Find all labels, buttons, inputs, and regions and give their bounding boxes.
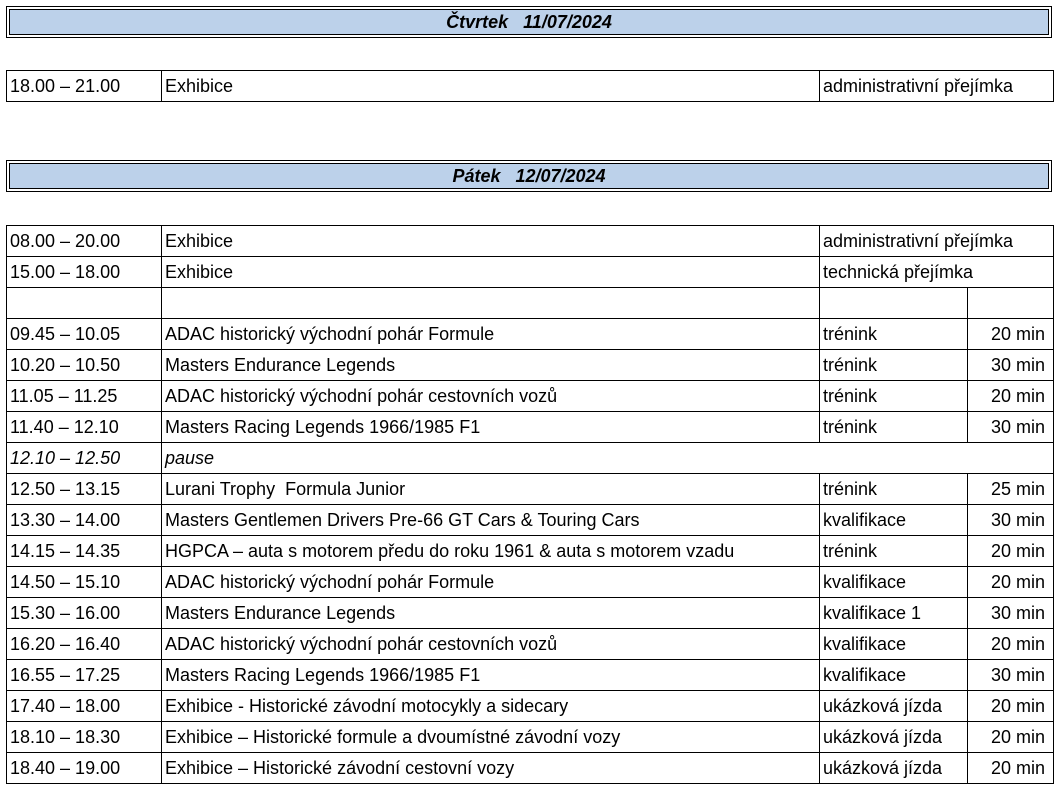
duration-cell: 20 min	[968, 629, 1054, 660]
table-row	[7, 71, 1054, 102]
day-header-friday: Pátek 12/07/2024	[6, 160, 1052, 192]
duration-cell: 30 min	[968, 350, 1054, 381]
type-cell: administrativní přejímka	[820, 226, 1054, 257]
duration-cell	[968, 443, 1054, 474]
event-cell: Masters Endurance Legends	[162, 598, 820, 629]
type-cell: trénink	[820, 474, 968, 505]
type-cell: trénink	[820, 412, 968, 443]
table-row	[7, 753, 1054, 784]
table-row	[7, 598, 1054, 629]
time-cell: 16.55 – 17.25	[7, 660, 162, 691]
event-cell: Masters Endurance Legends	[162, 350, 820, 381]
table-row	[7, 660, 1054, 691]
type-cell	[820, 288, 968, 319]
table-row	[7, 505, 1054, 536]
table-row	[7, 226, 1054, 257]
duration-cell: 20 min	[968, 753, 1054, 784]
duration-cell: 30 min	[968, 598, 1054, 629]
time-cell: 14.50 – 15.10	[7, 567, 162, 598]
time-cell: 18.00 – 21.00	[7, 71, 162, 102]
event-cell: ADAC historický východní pohár cestovních vozů	[162, 381, 820, 412]
event-cell: ADAC historický východní pohár Formule	[162, 567, 820, 598]
type-cell: kvalifikace	[820, 629, 968, 660]
time-cell: 18.40 – 19.00	[7, 753, 162, 784]
event-cell	[162, 288, 820, 319]
time-cell: 13.30 – 14.00	[7, 505, 162, 536]
duration-cell: 20 min	[968, 722, 1054, 753]
time-cell: 08.00 – 20.00	[7, 226, 162, 257]
time-cell: 10.20 – 10.50	[7, 350, 162, 381]
event-cell: Exhibice - Historické závodní motocykly a sidecary	[162, 691, 820, 722]
table-row	[7, 691, 1054, 722]
table-row	[7, 474, 1054, 505]
type-cell: technická přejímka	[820, 257, 1054, 288]
event-cell: Exhibice	[162, 257, 820, 288]
time-cell: 17.40 – 18.00	[7, 691, 162, 722]
duration-cell: 30 min	[968, 412, 1054, 443]
table-row	[7, 567, 1054, 598]
type-cell: kvalifikace 1	[820, 598, 968, 629]
duration-cell: 20 min	[968, 381, 1054, 412]
table-row	[7, 629, 1054, 660]
table-row-pause	[7, 443, 1054, 474]
day-header-thursday: Čtvrtek 11/07/2024	[6, 6, 1052, 38]
event-cell: Exhibice – Historické formule a dvoumístné závodní vozy	[162, 722, 820, 753]
event-cell: ADAC historický východní pohár cestovních vozů	[162, 629, 820, 660]
type-cell: trénink	[820, 319, 968, 350]
time-cell: 09.45 – 10.05	[7, 319, 162, 350]
duration-cell: 20 min	[968, 319, 1054, 350]
event-cell: Exhibice – Historické závodní cestovní vozy	[162, 753, 820, 784]
table-row	[7, 257, 1054, 288]
event-cell: HGPCA – auta s motorem předu do roku 1961 & auta s motorem vzadu	[162, 536, 820, 567]
event-cell: ADAC historický východní pohár Formule	[162, 319, 820, 350]
type-cell: kvalifikace	[820, 660, 968, 691]
time-cell: 11.05 – 11.25	[7, 381, 162, 412]
duration-cell: 20 min	[968, 691, 1054, 722]
type-cell: administrativní přejímka	[820, 71, 1054, 102]
duration-cell: 30 min	[968, 505, 1054, 536]
event-cell: Lurani Trophy Formula Junior	[162, 474, 820, 505]
event-cell: Masters Racing Legends 1966/1985 F1	[162, 660, 820, 691]
time-cell: 14.15 – 14.35	[7, 536, 162, 567]
event-cell: Exhibice	[162, 226, 820, 257]
type-cell: kvalifikace	[820, 505, 968, 536]
duration-cell: 20 min	[968, 536, 1054, 567]
type-cell: ukázková jízda	[820, 722, 968, 753]
type-cell: trénink	[820, 536, 968, 567]
duration-cell: 25 min	[968, 474, 1054, 505]
type-cell	[820, 443, 968, 474]
type-cell: ukázková jízda	[820, 753, 968, 784]
time-cell: 18.10 – 18.30	[7, 722, 162, 753]
time-cell: 15.00 – 18.00	[7, 257, 162, 288]
table-row	[7, 536, 1054, 567]
type-cell: trénink	[820, 350, 968, 381]
type-cell: kvalifikace	[820, 567, 968, 598]
table-row	[7, 412, 1054, 443]
schedule-table-thursday	[6, 70, 1054, 102]
type-cell: trénink	[820, 381, 968, 412]
table-row	[7, 288, 1054, 319]
event-cell: Exhibice	[162, 71, 820, 102]
table-row	[7, 722, 1054, 753]
event-cell: pause	[162, 443, 820, 474]
duration-cell	[968, 288, 1054, 319]
type-cell: ukázková jízda	[820, 691, 968, 722]
table-row	[7, 381, 1054, 412]
time-cell: 12.10 – 12.50	[7, 443, 162, 474]
event-cell: Masters Gentlemen Drivers Pre-66 GT Cars & Touring Cars	[162, 505, 820, 536]
time-cell: 11.40 – 12.10	[7, 412, 162, 443]
duration-cell: 30 min	[968, 660, 1054, 691]
table-row	[7, 350, 1054, 381]
event-cell: Masters Racing Legends 1966/1985 F1	[162, 412, 820, 443]
duration-cell: 20 min	[968, 567, 1054, 598]
table-row	[7, 319, 1054, 350]
time-cell: 16.20 – 16.40	[7, 629, 162, 660]
time-cell: 12.50 – 13.15	[7, 474, 162, 505]
schedule-table-friday	[6, 225, 1054, 784]
time-cell: 15.30 – 16.00	[7, 598, 162, 629]
time-cell	[7, 288, 162, 319]
